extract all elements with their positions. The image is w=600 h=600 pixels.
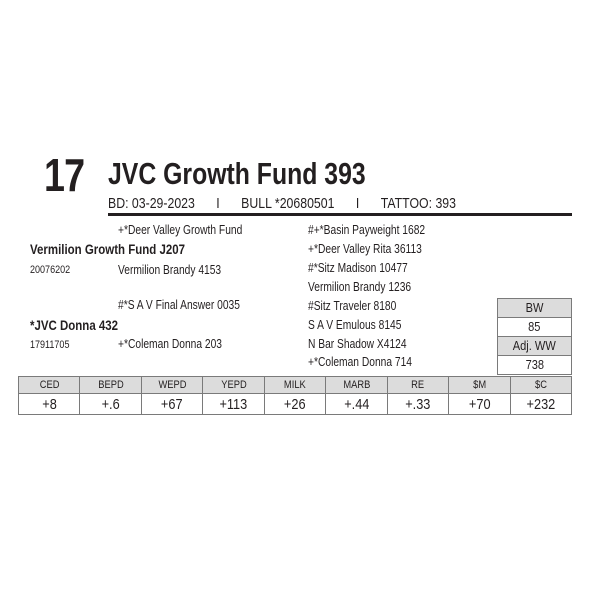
pedigree-sire-dam: Vermilion Brandy 4153: [118, 263, 222, 277]
epd-header-yepd: YEPD: [203, 377, 264, 394]
epd-value-re: +.33: [387, 394, 448, 415]
pedigree-sire-sire: +*Deer Valley Growth Fund: [118, 223, 243, 237]
epd-value-c: +232: [510, 394, 572, 415]
pedigree-dam-reg: 17911705: [30, 339, 70, 351]
epd-header-wepd: WEPD: [141, 377, 202, 394]
epd-value-bepd: +.6: [80, 394, 141, 415]
ww-label: Adj. WW: [498, 337, 571, 356]
epd-header-milk: MILK: [264, 377, 325, 394]
epd-header-ced: CED: [19, 377, 80, 394]
registration-number: BULL *20680501: [241, 195, 335, 212]
pedigree-gen3-6: S A V Emulous 8145: [308, 318, 402, 332]
pedigree-gen3-8: +*Coleman Donna 714: [308, 355, 412, 369]
epd-header-bepd: BEPD: [80, 377, 141, 394]
epd-table: [18, 376, 572, 415]
epd-header-c: $C: [510, 377, 572, 394]
pedigree-gen3-3: #*Sitz Madison 10477: [308, 261, 408, 275]
pedigree-dam-dam: +*Coleman Donna 203: [118, 337, 222, 351]
bw-label: BW: [498, 299, 571, 318]
pedigree-gen3-5: #Sitz Traveler 8180: [308, 299, 397, 313]
pedigree-sire: Vermilion Growth Fund J207: [30, 241, 186, 257]
pedigree-gen3-1: #+*Basin Payweight 1682: [308, 223, 426, 237]
tattoo: TATTOO: 393: [380, 195, 456, 212]
epd-header-m: $M: [449, 377, 510, 394]
epd-value-ced: +8: [19, 394, 80, 415]
epd-value-yepd: +113: [203, 394, 264, 415]
animal-info-line: [108, 195, 456, 212]
epd-value-wepd: +67: [141, 394, 202, 415]
ww-value: 738: [525, 357, 544, 372]
birth-date: BD: 03-29-2023: [108, 195, 195, 212]
pedigree-gen3-2: +*Deer Valley Rita 36113: [308, 242, 422, 256]
epd-value-m: +70: [449, 394, 510, 415]
lot-number: 17: [44, 149, 85, 201]
info-separator: I: [355, 195, 360, 212]
weight-box: [497, 298, 572, 375]
epd-header-marb: MARB: [326, 377, 387, 394]
epd-value-marb: +.44: [326, 394, 387, 415]
pedigree-dam-sire: #*S A V Final Answer 0035: [118, 298, 240, 312]
title-rule: [108, 213, 572, 216]
info-separator: I: [216, 195, 220, 212]
pedigree-gen3-7: N Bar Shadow X4124: [308, 337, 407, 351]
pedigree-dam: *JVC Donna 432: [30, 317, 119, 333]
animal-name: JVC Growth Fund 393: [108, 156, 366, 191]
epd-header-re: RE: [387, 377, 448, 394]
pedigree-sire-reg: 20076202: [30, 264, 71, 276]
epd-value-milk: +26: [264, 394, 325, 415]
pedigree-gen3-4: Vermilion Brandy 1236: [308, 280, 412, 294]
epd-header-row: [19, 377, 572, 394]
bw-value: 85: [498, 318, 571, 337]
epd-value-row: [19, 394, 572, 415]
